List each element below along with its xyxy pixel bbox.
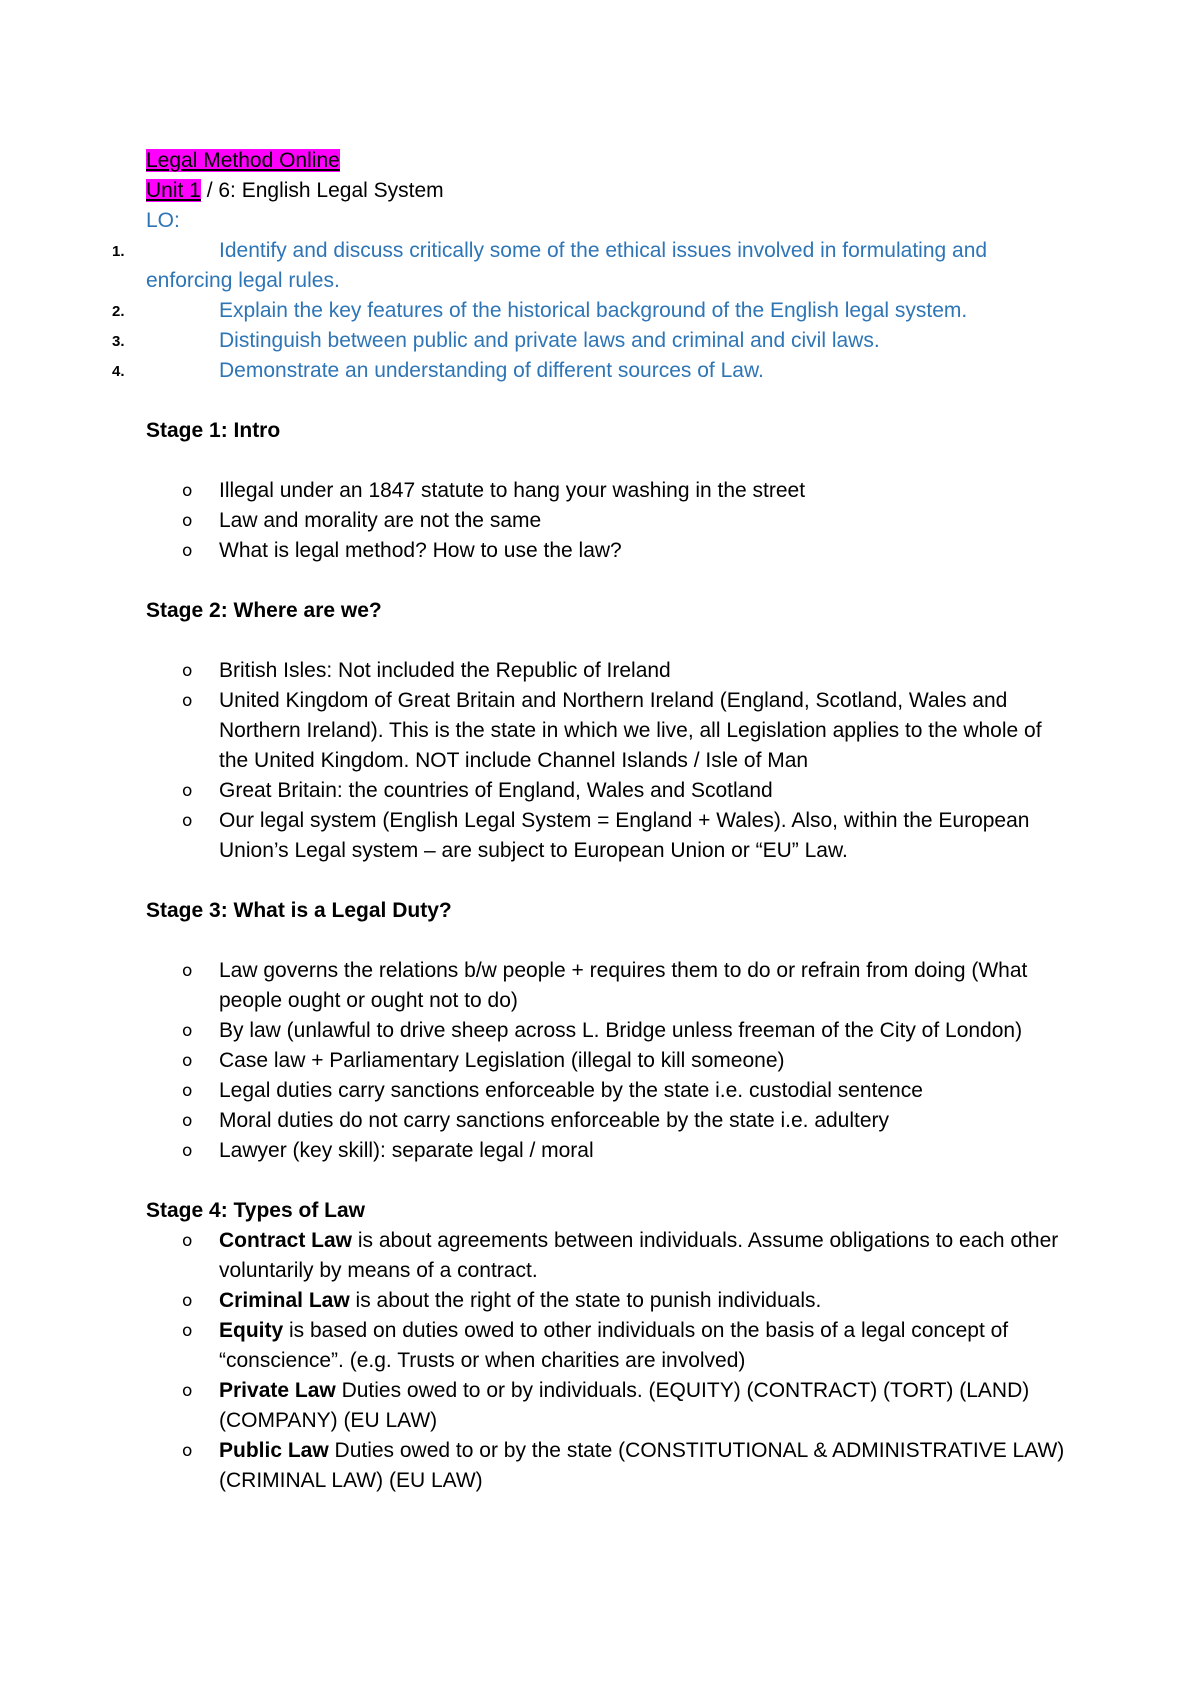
lo-number: 1. [112, 243, 125, 260]
list-item [146, 1046, 1076, 1076]
document-body [112, 146, 1076, 1496]
spacer [146, 866, 1076, 896]
unit-title: / 6: English Legal System [200, 179, 444, 202]
list-item [146, 1376, 1076, 1436]
list-item-text: Law governs the relations b/w people + requires them to do or refrain from doing (What people ought or ought not to do) [219, 959, 1028, 1012]
list-item-text: By law (unlawful to drive sheep across L. Bridge unless freeman of the City of London) [219, 1019, 1023, 1042]
law-description: is about agreements between individuals. Assume obligations to each other voluntarily by means of a contract. [219, 1229, 1059, 1282]
list-item-text: Illegal under an 1847 statute to hang your washing in the street [219, 479, 806, 502]
list-item [146, 476, 1076, 506]
list-item-text: Legal duties carry sanctions enforceable by the state i.e. custodial sentence [219, 1079, 923, 1102]
law-description: Duties owed to or by the state (CONSTITUTIONAL & ADMINISTRATIVE LAW) (CRIMINAL LAW) (EU LAW) [219, 1439, 1065, 1492]
stage2-heading: Stage 2: Where are we? [146, 599, 382, 622]
bullet-icon: o [182, 781, 193, 801]
list-item [146, 656, 1076, 686]
list-item [146, 956, 1076, 1016]
lo-item [112, 326, 1076, 356]
lo-number: 3. [112, 333, 125, 350]
lo-number: 2. [112, 303, 125, 320]
law-description: is about the right of the state to punish individuals. [349, 1289, 822, 1312]
law-term: Equity [219, 1319, 284, 1342]
spacer [146, 566, 1076, 596]
list-item [146, 1226, 1076, 1286]
list-item [146, 1436, 1076, 1496]
bullet-icon: o [182, 1141, 193, 1161]
stage3-list [146, 956, 1076, 1166]
bullet-icon: o [182, 1441, 193, 1461]
law-term: Criminal Law [219, 1289, 350, 1312]
bullet-icon: o [182, 961, 193, 981]
law-description: Duties owed to or by individuals. (EQUITY) (CONTRACT) (TORT) (LAND) (COMPANY) (EU LAW) [219, 1379, 1030, 1432]
lo-number: 4. [112, 363, 125, 380]
spacer [146, 1166, 1076, 1196]
law-term: Public Law [219, 1439, 329, 1462]
list-item [146, 536, 1076, 566]
list-item-text: Moral duties do not carry sanctions enforceable by the state i.e. adultery [219, 1109, 890, 1132]
bullet-icon: o [182, 811, 193, 831]
lo-text: Identify and discuss critically some of the ethical issues involved in formulating and [219, 239, 988, 262]
list-item-text: British Isles: Not included the Republic of Ireland [219, 659, 671, 682]
bullet-icon: o [182, 1021, 193, 1041]
bullet-icon: o [182, 1231, 193, 1251]
list-item-text: What is legal method? How to use the law? [219, 539, 622, 562]
list-item-text: United Kingdom of Great Britain and Northern Ireland (England, Scotland, Wales and Northern Ireland). This is the state in which we live, all Legislation applies to the whole of the United Kingdom. NOT include Channel Islands / Isle of Man [219, 689, 1042, 772]
list-item [146, 506, 1076, 536]
lo-item [112, 296, 1076, 326]
bullet-icon: o [182, 1081, 193, 1101]
bullet-icon: o [182, 1051, 193, 1071]
list-item-text: Lawyer (key skill): separate legal / moral [219, 1139, 594, 1162]
law-term: Private Law [219, 1379, 336, 1402]
lo-item [112, 236, 1076, 296]
bullet-icon: o [182, 1111, 193, 1131]
list-item [146, 1106, 1076, 1136]
lo-text: Distinguish between public and private laws and criminal and civil laws. [219, 329, 880, 352]
list-item [146, 686, 1076, 776]
list-item [146, 1076, 1076, 1106]
stage3-heading: Stage 3: What is a Legal Duty? [146, 899, 452, 922]
list-item [146, 806, 1076, 866]
document-title [146, 146, 1076, 176]
unit-highlight: Unit 1 [146, 179, 201, 202]
list-item [146, 776, 1076, 806]
lo-item [112, 356, 1076, 386]
bullet-icon: o [182, 541, 193, 561]
lo-text: Demonstrate an understanding of different sources of Law. [219, 359, 764, 382]
list-item [146, 1286, 1076, 1316]
list-item-text: Case law + Parliamentary Legislation (illegal to kill someone) [219, 1049, 785, 1072]
bullet-icon: o [182, 1291, 193, 1311]
stage4-list [146, 1226, 1076, 1496]
lo-text-continued: enforcing legal rules. [146, 269, 340, 292]
list-item-text: Law and morality are not the same [219, 509, 542, 532]
lo-text: Explain the key features of the historical background of the English legal system. [219, 299, 968, 322]
list-item-text: Great Britain: the countries of England, Wales and Scotland [219, 779, 773, 802]
stage4-heading: Stage 4: Types of Law [146, 1199, 365, 1222]
unit-line [146, 176, 1076, 206]
bullet-icon: o [182, 661, 193, 681]
list-item [146, 1136, 1076, 1166]
spacer [146, 626, 1076, 656]
spacer [146, 386, 1076, 416]
bullet-icon: o [182, 511, 193, 531]
lo-label: LO: [146, 209, 180, 232]
bullet-icon: o [182, 1381, 193, 1401]
list-item [146, 1016, 1076, 1046]
law-term: Contract Law [219, 1229, 353, 1252]
bullet-icon: o [182, 481, 193, 501]
list-item-text: Our legal system (English Legal System = England + Wales). Also, within the European Union’s Legal system – are subject to European Union or “EU” Law. [219, 809, 1030, 862]
stage1-list [146, 476, 1076, 566]
title-highlight: Legal Method Online [146, 149, 340, 172]
stage2-list [146, 656, 1076, 866]
bullet-icon: o [182, 1321, 193, 1341]
spacer [146, 446, 1076, 476]
learning-outcomes [112, 236, 1076, 386]
law-description: is based on duties owed to other individuals on the basis of a legal concept of “conscience”. (e.g. Trusts or when charities are involved) [219, 1319, 1009, 1372]
stage1-heading: Stage 1: Intro [146, 419, 281, 442]
list-item [146, 1316, 1076, 1376]
bullet-icon: o [182, 691, 193, 711]
spacer [146, 926, 1076, 956]
